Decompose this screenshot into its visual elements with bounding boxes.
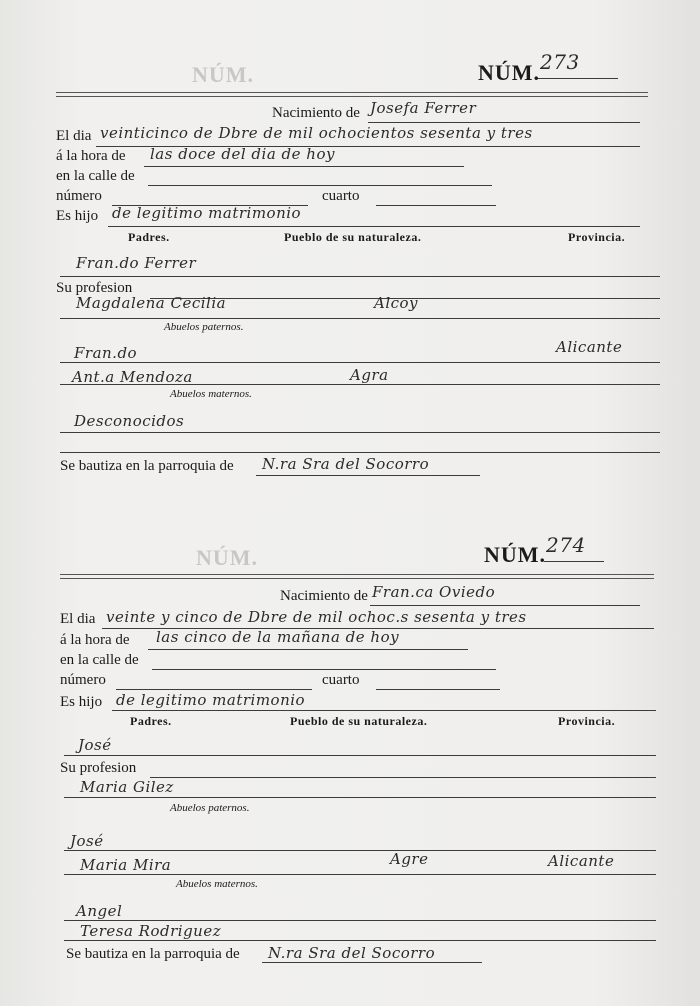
dia-label: El dia: [56, 128, 92, 144]
rule: [152, 669, 496, 670]
rule: [60, 432, 660, 433]
col-provincia: Provincia.: [558, 714, 616, 728]
ghost-num-top: NÚM.: [192, 62, 255, 87]
rule: [60, 276, 660, 277]
bautiza-label: Se bautiza en la parroquia de: [66, 946, 240, 962]
hora-value: las doce del dia de hoy: [150, 145, 335, 163]
rule: [376, 205, 496, 206]
numero-label: número: [60, 672, 106, 688]
rule: [116, 689, 312, 690]
rule: [148, 649, 468, 650]
abuelos-paternos-label: Abuelos paternos.: [170, 802, 250, 814]
col-provincia: Provincia.: [568, 230, 626, 244]
nacimiento-label: Nacimiento de: [272, 105, 360, 121]
numero-label: número: [56, 188, 102, 204]
bautiza-label: Se bautiza en la parroquia de: [60, 458, 234, 474]
provincia-value: Alicante: [548, 852, 615, 870]
header-rule: [60, 574, 654, 579]
hijo-label: Es hijo: [56, 208, 99, 224]
calle-label: en la calle de: [60, 652, 139, 668]
nacimiento-label: Nacimiento de: [280, 588, 368, 604]
record-number-value: 274: [546, 533, 586, 557]
abuelos-maternos-label: Abuelos maternos.: [176, 878, 258, 890]
hora-label: á la hora de: [60, 632, 130, 648]
hijo-value: de legitimo matrimonio: [112, 204, 302, 222]
dia-value: veinticinco de Dbre de mil ochocientos sesenta y tres: [100, 124, 533, 142]
rule: [148, 185, 492, 186]
record-number-label: NÚM.: [478, 60, 541, 85]
rule: [144, 166, 464, 167]
rule: [64, 940, 656, 941]
abuela-paterna-value: Maria Mira: [80, 856, 172, 874]
col-pueblo: Pueblo de su naturaleza.: [290, 714, 428, 728]
abuelos-paternos-label: Abuelos paternos.: [164, 321, 244, 333]
rule: [60, 318, 660, 319]
padre-value: Fran.do Ferrer: [76, 254, 197, 272]
profesion-label: Su profesion: [56, 280, 133, 296]
col-padres: Padres.: [130, 714, 172, 728]
record-number-value: 273: [540, 50, 580, 74]
hora-label: á la hora de: [56, 148, 126, 164]
dia-label: El dia: [60, 611, 96, 627]
rule: [150, 777, 656, 778]
rule: [64, 874, 656, 875]
hijo-label: Es hijo: [60, 694, 103, 710]
madre-value: Magdalena Cecilia: [76, 294, 227, 312]
rule: [538, 78, 618, 79]
rule: [60, 384, 660, 385]
abuelo-paterno-value: José: [70, 832, 104, 850]
header-rule: [56, 92, 648, 97]
rule: [256, 475, 480, 476]
abuela-paterna-pueblo: Agra: [350, 366, 389, 384]
abuela-materna-value: Teresa Rodriguez: [80, 922, 222, 940]
abuela-paterna-value: Ant.a Mendoza: [72, 368, 193, 386]
bautiza-value: N.ra Sra del Socorro: [262, 455, 430, 473]
rule: [60, 452, 660, 453]
abuelos-maternos-value: Desconocidos: [74, 412, 185, 430]
madre-value: Maria Gilez: [80, 778, 174, 796]
bautiza-value: N.ra Sra del Socorro: [268, 944, 436, 962]
rule: [60, 362, 660, 363]
madre-pueblo-value: Alcoy: [374, 294, 419, 312]
rule: [544, 561, 604, 562]
rule: [262, 962, 482, 963]
dia-value: veinte y cinco de Dbre de mil ochoc.s sesenta y tres: [106, 608, 527, 626]
rule: [112, 710, 656, 711]
abuelo-materno-value: Angel: [76, 902, 123, 920]
rule: [108, 226, 640, 227]
profesion-label: Su profesion: [60, 760, 137, 776]
rule: [64, 755, 656, 756]
cuarto-label: cuarto: [322, 672, 360, 688]
abuelo-paterno-value: Fran.do: [74, 344, 138, 362]
rule: [64, 850, 656, 851]
rule: [368, 122, 640, 123]
padre-value: José: [78, 736, 112, 754]
nacimiento-value: Fran.ca Oviedo: [372, 583, 496, 601]
rule: [64, 920, 656, 921]
rule: [370, 605, 640, 606]
abuela-paterna-pueblo: Agre: [390, 850, 429, 868]
ghost-num-bottom: NÚM.: [196, 545, 259, 570]
nacimiento-value: Josefa Ferrer: [370, 99, 477, 117]
col-padres: Padres.: [128, 230, 170, 244]
hijo-value: de legitimo matrimonio: [116, 691, 306, 709]
provincia-value: Alicante: [556, 338, 623, 356]
rule: [376, 689, 500, 690]
hora-value: las cinco de la mañana de hoy: [156, 628, 400, 646]
record-number-label: NÚM.: [484, 542, 547, 567]
calle-label: en la calle de: [56, 168, 135, 184]
abuelos-maternos-label: Abuelos maternos.: [170, 388, 252, 400]
col-pueblo: Pueblo de su naturaleza.: [284, 230, 422, 244]
rule: [64, 797, 656, 798]
cuarto-label: cuarto: [322, 188, 360, 204]
